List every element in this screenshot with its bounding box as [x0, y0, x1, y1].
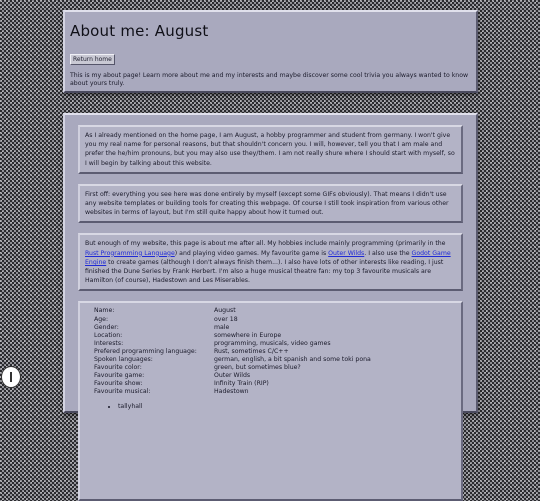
info-value: somewhere in Europe: [214, 331, 282, 339]
about-paragraph-card: [78, 125, 463, 174]
info-table: [94, 307, 371, 396]
info-row: [94, 380, 371, 388]
hobbies-paragraph-card: [78, 233, 463, 291]
info-row: [94, 307, 371, 315]
info-key: Interests:: [94, 339, 124, 347]
info-key: Prefered programming language:: [94, 347, 197, 355]
info-row: [94, 356, 371, 364]
website-paragraph: First off: everything you see here was done entirely by myself (except some GIFs obviously). That means I didn't use any website templates or building tools for creating this webpage. Of course I still took inspiration from various other websites in terms of layout, but I'm still quite happy about how it turned out.: [85, 190, 449, 217]
godot-link[interactable]: Godot Game Engine: [85, 249, 451, 266]
scroll-knob-bar: [10, 372, 12, 382]
info-value: August: [214, 307, 236, 315]
info-value: Outer Wilds: [214, 372, 251, 380]
scroll-knob[interactable]: [1, 366, 21, 388]
info-key: Favourite musical:: [94, 388, 151, 396]
page-title: About me: August: [70, 22, 209, 40]
info-key: Age:: [94, 315, 109, 323]
info-key: Location:: [94, 331, 123, 339]
info-value: green, but sometimes blue?: [214, 364, 301, 372]
info-row: [94, 324, 371, 332]
info-row: [94, 364, 371, 372]
info-key: Name:: [94, 307, 115, 315]
info-key: Gender:: [94, 323, 119, 331]
rust-link[interactable]: Rust Programming Language: [85, 249, 175, 257]
info-value: Rust, sometimes C/C++: [214, 347, 289, 355]
info-card: [78, 301, 463, 501]
about-paragraph: As I already mentioned on the home page, I am August, a hobby programmer and student from germany. I won't give you my real name for personal reasons, but that shouldn't concern you. I will, however, tell you that I am male and prefer the he/him pronouns, but you may also use they/them. I am not really shure where I should start with myself, so I will begin by talking about this website.: [85, 132, 455, 167]
info-value: over 18: [214, 315, 238, 323]
hobbies-text-2: ) and playing video games. My favourite game is: [174, 249, 329, 257]
info-row: [94, 372, 371, 380]
info-value: Infinity Train (RIP): [214, 380, 269, 388]
info-key: Favourite game:: [94, 372, 145, 380]
info-key: Favourite color:: [94, 364, 142, 372]
info-value: programming, musicals, video games: [214, 339, 331, 347]
hobbies-text-3: . I also use the: [364, 249, 412, 257]
list-item: • tallyhall: [118, 402, 447, 411]
info-row: [94, 332, 371, 340]
website-paragraph-card: [78, 184, 463, 224]
content-panel: [63, 113, 478, 413]
info-key: Favourite show:: [94, 380, 143, 388]
info-value: german, english, a bit spanish and some toki pona: [214, 356, 371, 363]
info-row: [94, 340, 371, 348]
hobbies-text-4: to create games (although I don't always finish them...). I also have lots of other interests like reading, I just finished the Dune Series by Frank Herbert. I'm also a huge musical theatre fan: my top 3 favourite musicals are Hamilton (of course), Hadestown and Les Miserables.: [85, 258, 444, 285]
hobbies-paragraph: [85, 239, 456, 285]
info-key: Spoken languages:: [94, 356, 153, 363]
info-row: [94, 388, 371, 396]
hobbies-text-1: But enough of my website, this page is about me after all. My hobbies include mainly programming (primarily in the: [85, 240, 446, 248]
header-panel: [63, 10, 478, 93]
info-row: [94, 348, 371, 356]
info-row: [94, 316, 371, 324]
info-list: [94, 402, 447, 411]
intro-text: This is my about page! Learn more about me and my interests and maybe discover some cool trivia you always wanted to know about yours truly.: [70, 72, 469, 88]
return-home-button[interactable]: Return home: [70, 54, 115, 65]
info-value: male: [214, 323, 230, 331]
info-value: Hadestown: [214, 388, 249, 396]
outer-wilds-link[interactable]: Outer Wilds: [328, 249, 365, 257]
